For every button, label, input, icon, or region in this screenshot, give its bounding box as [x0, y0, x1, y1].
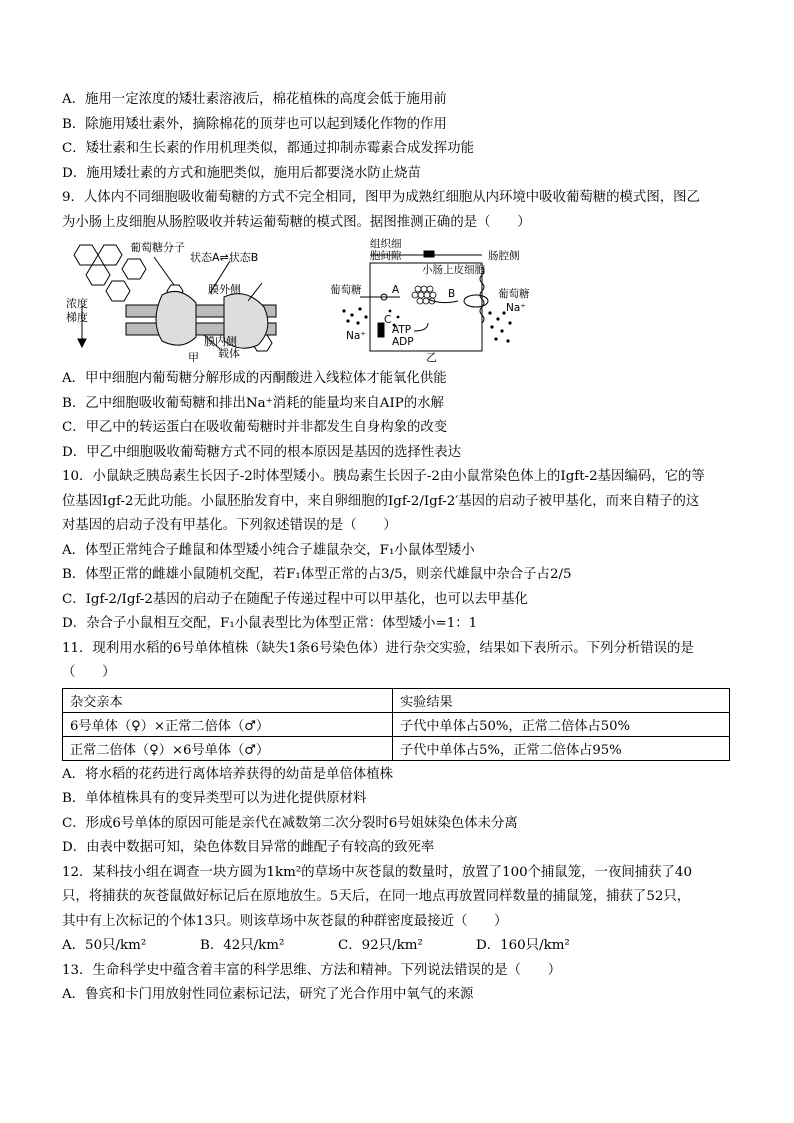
tight-junction	[424, 251, 434, 257]
q12-stem-line2: 只，将捕获的灰苍鼠做好标记后在原地放生。5天后，在同一地点再放置同样数量的捕鼠笼，捕获了52只，	[62, 889, 691, 904]
tissue-gap-label-1: 组织细	[370, 238, 402, 250]
question-13	[62, 959, 732, 1008]
na-right-label: Na⁺	[506, 302, 526, 314]
gradient-arrowhead	[78, 339, 86, 347]
q11-option-c: C．形成6号单体的原因可能是亲代在减数第二次分裂时6号姐妹染色体未分离	[62, 815, 518, 831]
q12-option-b: B．42只/km²	[200, 938, 285, 953]
q9-option-c: C．甲乙中的转运蛋白在吸收葡萄糖时并非都发生自身构象的改变	[62, 420, 448, 435]
table-cell: 子代中单体占50%，正常二倍体占50%	[393, 712, 730, 736]
lumen-side-label: 肠腔侧	[488, 250, 520, 262]
glucose-hexagon	[98, 245, 122, 265]
q9-option-d: D．甲乙中细胞吸收葡萄糖方式不同的根本原因是基因的选择性表达	[62, 444, 462, 460]
label-b: B	[448, 288, 456, 300]
q13-stem: 13．生命科学史中蕴含着丰富的科学思维、方法和精神。下列说法错误的是（ ）	[62, 962, 562, 978]
glucose-hexagon	[106, 281, 130, 301]
question-11	[62, 637, 732, 861]
question-10	[62, 465, 732, 637]
leader-line	[248, 283, 262, 301]
figure-jia-caption: 甲	[188, 351, 199, 363]
table-header-cell: 杂交亲本	[63, 688, 393, 712]
figure-jia	[66, 240, 276, 363]
gradient-label-2: 梯度	[66, 311, 88, 324]
q10-stem-line2: 位基因Igf-2无此功能。小鼠胚胎发育中，来自卵细胞的Igf-2/Igf-2′基因的启动子被甲基化，而来自精子的这	[62, 493, 700, 509]
q10-option-b: B．体型正常的雌雄小鼠随机交配，若F₁体型正常的占3/5，则亲代雄鼠中杂合子占2/5	[62, 567, 572, 582]
cell-label: 小肠上皮细胞	[422, 264, 485, 276]
q12-options	[62, 934, 732, 959]
q9-option-b: B．乙中细胞吸收葡萄糖和排出Na⁺消耗的能量均来自AIP的水解	[62, 395, 444, 411]
table-header-cell: 实验结果	[393, 688, 730, 712]
figure-yi-caption: 乙	[426, 351, 437, 363]
q12-option-c: C．92只/km²	[338, 938, 423, 953]
q12-option-a: A．50只/km²	[62, 938, 147, 953]
outer-side-label: 膜外侧	[208, 283, 241, 296]
atp-arrow	[414, 323, 428, 331]
q9-option-a: A．甲中细胞内葡萄糖分解形成的丙酮酸进入线粒体才能氧化供能	[62, 371, 447, 386]
q11-option-b: B．单体植株具有的变异类型可以为进化提供原材料	[62, 791, 367, 806]
carrier-label: 载体	[218, 347, 240, 360]
label-a: A	[392, 284, 400, 296]
glucose-hexagon	[74, 245, 98, 265]
table-cell: 6号单体（♀）×正常二倍体（♂）	[63, 712, 393, 736]
q10-option-c: C．Igf-2/Igf-2基因的启动子在随配子传递过程中可以甲基化，也可以去甲基化	[62, 591, 528, 607]
question-9	[62, 186, 732, 465]
q11-option-d: D．由表中数据可知，染色体数目异常的雌配子有较高的致死率	[62, 840, 435, 855]
q11-results-table	[62, 688, 730, 761]
na-left-label: Na⁺	[346, 330, 366, 342]
figure-yi	[330, 237, 530, 363]
q11-stem-line2: （ ）	[62, 665, 116, 680]
atp-label: ATP	[392, 324, 412, 336]
state-label: 状态A⇌状态B	[190, 251, 259, 264]
exam-page	[62, 88, 732, 1008]
q10-option-d: D．杂合子小鼠相互交配，F₁小鼠表型比为体型正常：体型矮小=1：1	[62, 616, 478, 631]
glucose-hexagon	[122, 259, 146, 279]
q11-stem-line1: 11．现利用水稻的6号单体植株（缺失1条6号染色体）进行杂交实验，结果如下表所示。下列分析错误的是	[62, 640, 694, 656]
glucose-label: 葡萄糖分子	[130, 241, 185, 254]
q9-figure	[62, 235, 732, 363]
q8-options	[62, 88, 732, 186]
q10-option-a: A．体型正常纯合子雌鼠和体型矮小纯合子雄鼠杂交，F₁小鼠体型矮小	[62, 542, 475, 558]
q8-option-b: B．除施用矮壮素外，摘除棉花的顶芽也可以起到矮化作物的作用	[62, 116, 447, 132]
tissue-gap-label-2: 胞间隙	[370, 250, 402, 262]
q12-stem-line3: 其中有上次标记的个体13只。则该草场中灰苍鼠的种群密度最接近（ ）	[62, 913, 508, 929]
label-c: C	[384, 314, 392, 326]
leader-line	[154, 257, 174, 285]
transporter-b	[464, 295, 488, 307]
q9-stem-line2: 为小肠上皮细胞从肠腔吸收并转运葡萄糖的模式图。据图推测正确的是（ ）	[62, 214, 531, 230]
q9-diagram	[62, 235, 732, 363]
table-row	[63, 712, 730, 736]
q9-stem-line1: 9．人体内不同细胞吸收葡萄糖的方式不完全相同，图甲为成熟红细胞从内环境中吸收葡萄糖的模式图，图乙	[62, 190, 700, 205]
table-cell: 子代中单体占5%，正常二倍体占95%	[393, 736, 730, 760]
question-12	[62, 861, 732, 959]
inner-side-label: 膜内侧	[204, 335, 237, 348]
adp-label: ADP	[392, 336, 414, 348]
q10-stem-line1: 10．小鼠缺乏胰岛素生长因子-2时体型矮小。胰岛素生长因子-2由小鼠常染色体上的Igft-2基因编码，它的等	[62, 469, 705, 484]
glucose-left-label: 葡萄糖	[330, 284, 362, 296]
intestinal-cell	[370, 263, 482, 351]
q12-stem-line1: 12．某科技小组在调查一块方圆为1km²的草场中灰苍鼠的数量时，放置了100个捕鼠笼，一夜间捕获了40	[62, 864, 692, 880]
q10-stem-line3: 对基因的启动子没有甲基化。下列叙述错误的是（ ）	[62, 518, 397, 533]
gradient-label-1: 浓度	[66, 297, 88, 310]
table-header-row	[63, 688, 730, 712]
q13-option-a: A．鲁宾和卡门用放射性同位素标记法，研究了光合作用中氧气的来源	[62, 987, 474, 1002]
q12-option-d: D．160只/km²	[476, 938, 570, 953]
glucose-hexagon	[86, 265, 110, 285]
carrier-protein-a	[156, 291, 196, 345]
q8-option-a: A．施用一定浓度的矮壮素溶液后，棉花植株的高度会低于施用前	[62, 92, 447, 107]
glucose-right-label: 葡萄糖	[498, 288, 530, 300]
q8-option-c: C．矮壮素和生长素的作用机理类似，都通过抑制赤霉素合成发挥功能	[62, 141, 474, 156]
q8-option-d: D．施用矮壮素的方式和施肥类似，施用后都要浇水防止烧苗	[62, 165, 421, 181]
q11-option-a: A．将水稻的花药进行离体培养获得的幼苗是单倍体植株	[62, 766, 394, 782]
table-cell: 正常二倍体（♀）×6号单体（♂）	[63, 736, 393, 760]
table-row	[63, 736, 730, 760]
